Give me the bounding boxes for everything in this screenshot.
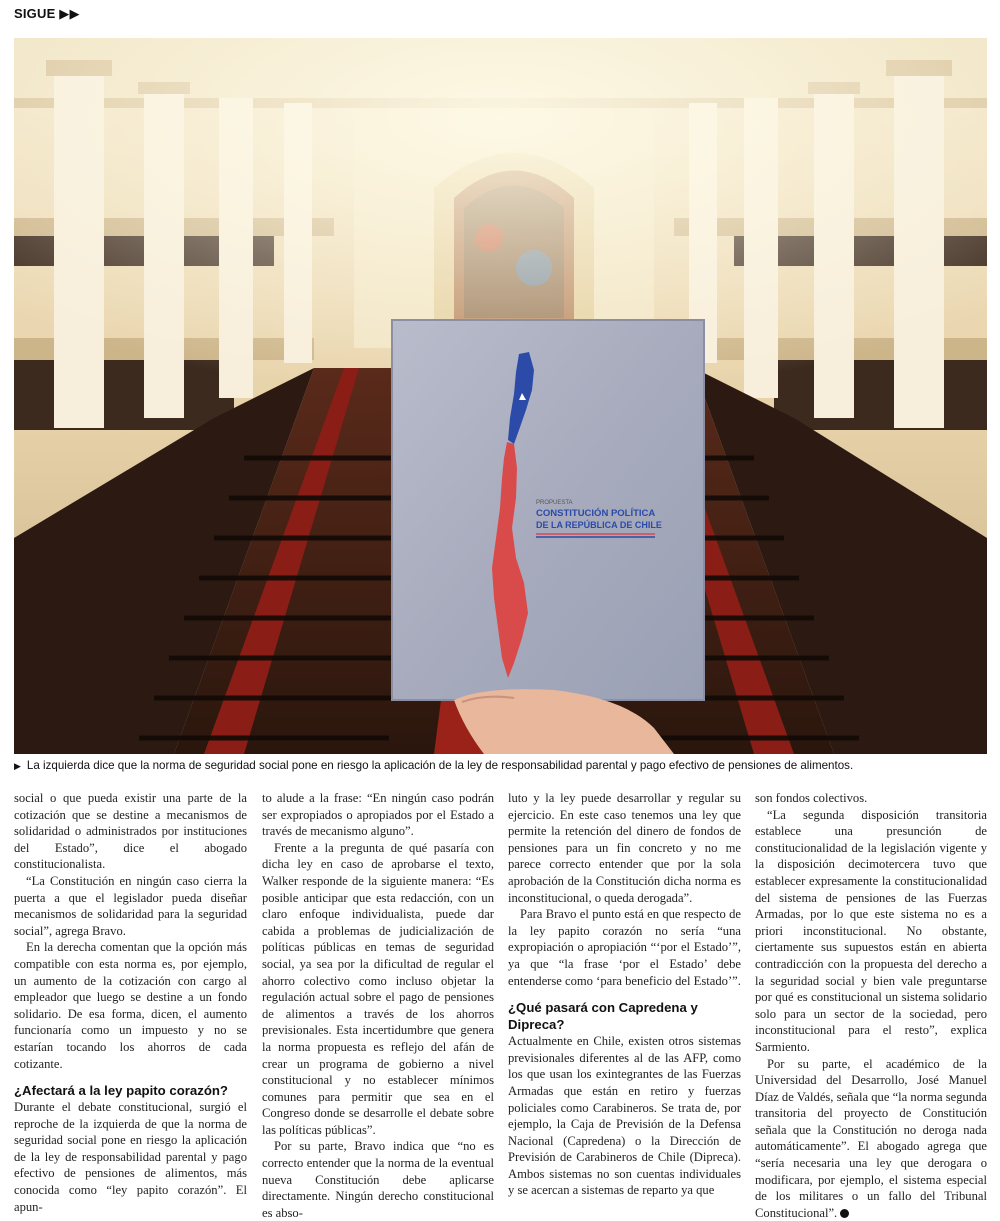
- paragraph: Por su parte, Bravo indica que “no es correcto entender que la norma de la eventual nueva Constitución debe aplicarse directamente. Ningún derecho constitucional es abso-: [262, 1138, 494, 1221]
- paragraph: luto y la ley puede desarrollar y regular su ejercicio. En este caso tenemos una ley que permite la retención del dinero de fondos de pensiones para un fin concreto y no me parece correcto entender que por la sola aprobación de la Constitución dicha norma es inconstitucional, o queda derogada”.: [508, 790, 741, 906]
- paragraph: En la derecha comentan que la opción más compatible con esta norma es, por ejemplo, un aumento de la cotización con cargo al empleador que luego se destine a un fondo solidario. De esa forma, dicen, el aumento funcionaría como un impuesto y no se estarían tocando los ahorros de cada cotizante.: [14, 939, 247, 1072]
- paragraph: son fondos colectivos.: [755, 790, 987, 807]
- sigue-label: SIGUE ▶▶: [14, 6, 80, 22]
- column-2: [262, 790, 494, 1221]
- paragraph: [755, 1056, 987, 1221]
- paragraph: Durante el debate constitucional, surgió el reproche de la izquierda de que la norma de seguridad social pone en riesgo la aplicación de la ley de responsabilidad parental y pago efectivo de pensiones de alimentos, más conocida como “ley papito corazón”. El apun-: [14, 1099, 247, 1215]
- paragraph: social o que pueda existir una parte de la cotización que se destine a mecanismos de solidaridad o administrados por instituciones del Estado”, dice el abogado constitucionalista.: [14, 790, 247, 873]
- column-4: [755, 790, 987, 1221]
- paragraph-text: Por su parte, el académico de la Universidad del Desarrollo, José Manuel Díaz de Valdés, señala que “la norma segunda transitoria del proyecto de Constitución señala que la Constitución no deroga nada automáticamente”. El abogado agrega que “sería necesaria una ley que derogara o modificara, por ejemplo, el sistema especial de los militares o un fallo del Tribunal Constitucional”.: [755, 1057, 987, 1220]
- subheading-capredena-dipreca: ¿Qué pasará con Capredena y Dipreca?: [508, 999, 741, 1033]
- paragraph: to alude a la frase: “En ningún caso podrán ser expropiados o apropiados por el Estado a través de mecanismo alguno”.: [262, 790, 494, 840]
- paragraph: “La segunda disposición transitoria establece una presunción de constitucionalidad de la legislación vigente y la disposición decimotercera tuvo que establecer expresamente la constitucionalidad del sistema de pensiones de las Fuerzas Armadas, por lo que este sistema no es a priori inconstitucional. No obstante, ciertamente sus supuestos están en abierta contradicción con la propuesta del derecho a la seguridad social y bien vale preguntarse por qué es constitucional un sistema solidario solo para un sector de la sociedad, pero inconstitucional para el resto”, explica Sarmiento.: [755, 807, 987, 1056]
- cover-title-line1: CONSTITUCIÓN POLÍTICA: [536, 507, 655, 519]
- cover-small-text: PROPUESTA: [536, 500, 573, 506]
- photo-caption: [14, 759, 989, 772]
- subheading-papito-corazon: ¿Afectará a la ley papito corazón?: [14, 1082, 247, 1099]
- paragraph: Frente a la pregunta de qué pasaría con dicha ley en caso de aprobarse el texto, Walker responde de la siguiente manera: “Es posible anticipar que esta redacción, con un claro enfoque individualista, puede dar cabida a problemas de judicialización de políticas públicas en temas de seguridad social, ya sea por la dificultad de regular el ahorro colectivo como incluso objetar la regulación actual sobre el pago de pensiones de alimentos a través de los ahorros previsionales. Esta incertidumbre que genera la norma propuesta es reflejo del afán de crear un programa de gobierno a nivel constitucional y no establecer mínimos comunes para permitir que sea en el Congreso donde se desarrolle el debate sobre las políticas públicas”.: [262, 840, 494, 1139]
- end-of-article-icon: [840, 1209, 849, 1218]
- paragraph: Actualmente en Chile, existen otros sistemas previsionales diferentes al de las AFP, como los que usan los exintegrantes de las Fuerzas Armadas que están en retiro y fuerzas policiales como Carabineros. Se trata de, por ejemplo, la Caja de Previsión de la Defensa Nacional (Capredena) o la Dirección de Previsión de Carabineros de Chile (Dipreca). Ambos sistemas no son cuentas individuales y se acercan a sistemas de reparto ya que: [508, 1033, 741, 1199]
- caption-text: La izquierda dice que la norma de seguridad social pone en riesgo la aplicación de la ley de responsabilidad parental y pago efectivo de pensiones de alimentos.: [27, 759, 853, 772]
- cover-title-line2: DE LA REPÚBLICA DE CHILE: [536, 519, 662, 530]
- paragraph: “La Constitución en ningún caso cierra la puerta a que el legislador pueda diseñar mecanismos de solidaridad para la seguridad social”, agrega Bravo.: [14, 873, 247, 939]
- column-1: [14, 790, 247, 1215]
- column-3: [508, 790, 741, 1199]
- main-photo: [14, 38, 987, 754]
- paragraph: Para Bravo el punto está en que respecto de la ley papito corazón no sería “una expropiación o apropiación “‘por el Estado’”, ya que “la frase ‘por el Estado’ debe entenderse como ‘para beneficio del Estado’”.: [508, 906, 741, 989]
- caption-marker: ▶: [14, 761, 21, 771]
